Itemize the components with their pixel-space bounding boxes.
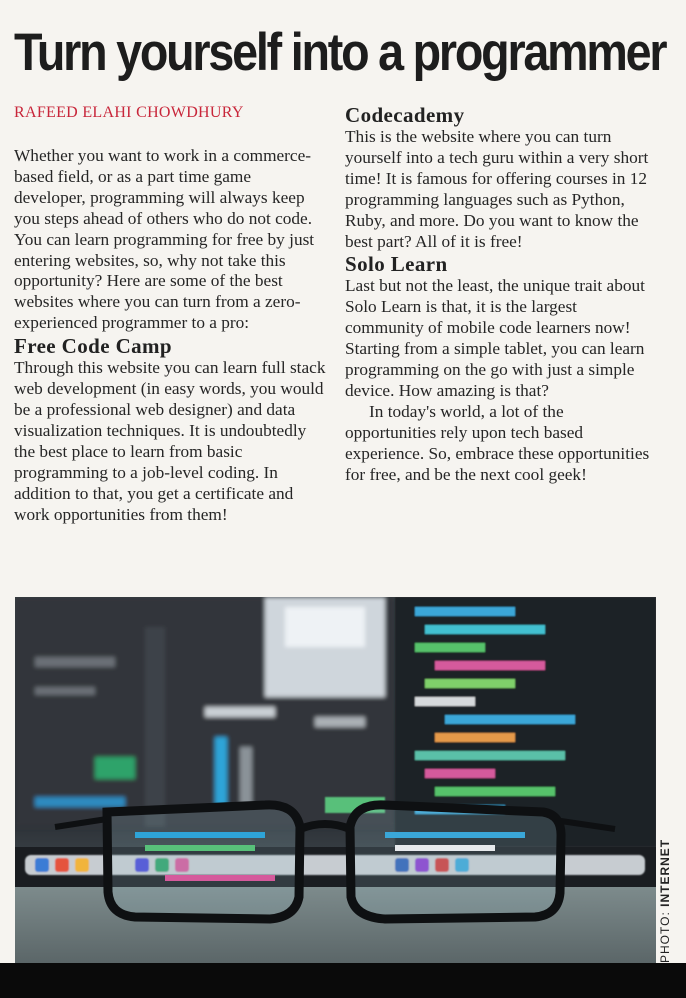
photo-credit-prefix: PHOTO: [658,906,672,963]
section-body-solo-learn: Last but not the least, the unique trait about Solo Learn is that, it is the largest community of mobile code learners now! Starting from a simple tablet, you can learn programming on the go with just a simple device. How amazing is that? [345,276,645,400]
photo-illustration [15,597,656,963]
section-heading-codecademy: Codecademy [345,103,465,127]
section-heading-solo-learn: Solo Learn [345,252,448,277]
section-body-codecademy: This is the website where you can turn yourself into a tech guru within a very short time! It is famous for offering courses in 12 programming languages such as Python, Ruby, and more. Do you want to know the best part? All of it is free! [345,127,649,251]
photo-credit [658,623,672,963]
closing-paragraph: In today's world, a lot of the opportunities rely upon tech based experience. So, embrace these opportunities for free, and be the next cool geek! [345,401,650,484]
section-heading-free-code-camp: Free Code Camp [14,334,173,359]
page-bottom-bar [0,963,686,998]
column-right [345,103,657,486]
intro-paragraph: Whether you want to work in a commerce-based field, or as a part time game developer, programming will always keep you steps ahead of others who do not code. You can learn programming for free by just entering websites, so, why not take this opportunity? Here are some of the best websites where you can turn from a zero-experienced programmer to a pro: [14,146,315,333]
headline: Turn yourself into a programmer [14,23,666,82]
photo-credit-source: INTERNET [658,838,672,907]
article-photo [15,597,656,963]
byline: RAFEED ELAHI CHOWDHURY [14,104,244,121]
section-body-free-code-camp: Through this website you can learn full stack web development (in easy words, you would be a professional web designer) and data visualization techniques. It is undoubtedly the best place to learn from basic programming to a job-level coding. In addition to that, you get a certificate and work opportunities from them! [14,358,326,524]
column-left [14,146,326,525]
